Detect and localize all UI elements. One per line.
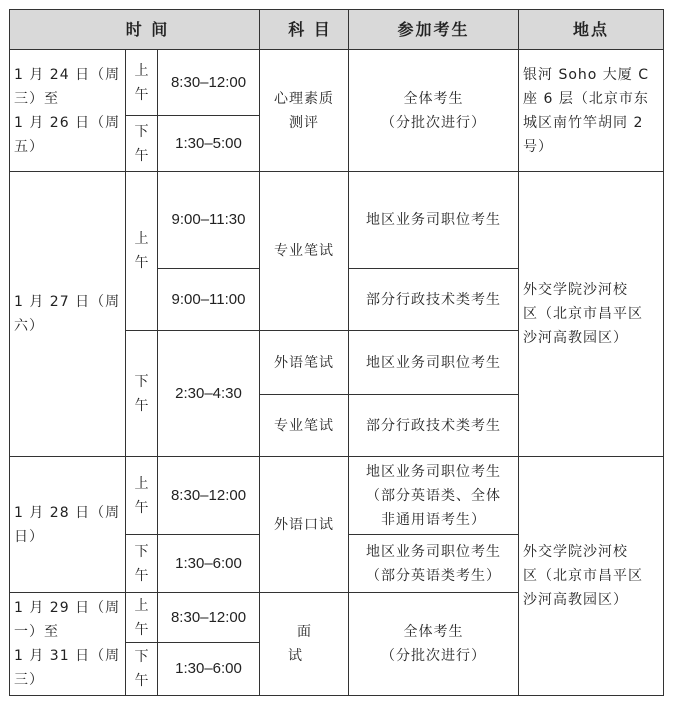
am-char: 午: [134, 499, 149, 516]
location-cell: [519, 172, 664, 457]
pm-label: [126, 116, 158, 172]
subject-cell: 面 试: [260, 593, 349, 696]
location-line: 外交学院沙河校: [523, 282, 629, 298]
exam-schedule-table: [9, 9, 664, 696]
location-line: 区（北京市昌平区: [523, 568, 644, 584]
subject-cell: 专业笔试: [260, 172, 349, 331]
pm-char: 下: [134, 373, 149, 390]
pm-char: 午: [134, 567, 149, 584]
time-cell: 8:30–12:00: [158, 593, 260, 643]
date-line: 1 月 27 日（周: [14, 294, 121, 310]
am-char: 上: [134, 62, 149, 79]
am-char: 上: [134, 597, 149, 614]
time-cell: 1:30–6:00: [158, 535, 260, 593]
candidates-cell: [349, 50, 519, 172]
pm-char: 下: [134, 123, 149, 140]
candidates-cell: 地区业务司职位考生: [349, 331, 519, 395]
subject-cell: 专业笔试: [260, 395, 349, 457]
header-time: 时 间: [10, 10, 260, 50]
am-char: 午: [134, 86, 149, 103]
date-line: 一）至: [14, 624, 59, 640]
location-line: 号）: [523, 138, 554, 155]
candidates-line: （分批次进行）: [381, 648, 487, 664]
date-line: 1 月 29 日（周: [14, 600, 121, 616]
location-line: 座 6 层（北京市东: [523, 90, 649, 107]
candidates-line: （分批次进行）: [381, 114, 487, 131]
location-cell: [519, 457, 664, 696]
subject-cell: [260, 50, 349, 172]
location-line: 外交学院沙河校: [523, 544, 629, 560]
subject-line: 测评: [289, 114, 320, 131]
pm-char: 午: [134, 397, 149, 414]
time-cell: 2:30–4:30: [158, 331, 260, 457]
date-line: 1 月 24 日（周: [14, 66, 121, 83]
candidates-cell: [349, 457, 519, 535]
location-line: 银河 Soho 大厦 C: [523, 66, 650, 83]
candidates-cell: 部分行政技术类考生: [349, 269, 519, 331]
header-subject: 科 目: [260, 10, 349, 50]
candidates-line: （部分英语类、全体: [366, 487, 502, 504]
candidates-line: 全体考生: [403, 90, 464, 107]
date-cell: [10, 593, 126, 696]
pm-char: 下: [134, 543, 149, 560]
pm-char: 午: [134, 673, 149, 689]
date-line: 1 月 31 日（周: [14, 648, 121, 664]
am-label: [126, 50, 158, 116]
location-line: 区（北京市昌平区: [523, 306, 644, 322]
location-cell: [519, 50, 664, 172]
date-line: 日）: [14, 528, 44, 545]
table-row: [10, 50, 664, 116]
date-line: 三）至: [14, 90, 59, 107]
pm-label: [126, 331, 158, 457]
table-row: [10, 172, 664, 269]
pm-label: [126, 535, 158, 593]
date-cell: [10, 457, 126, 593]
date-cell: [10, 50, 126, 172]
time-cell: 1:30–5:00: [158, 116, 260, 172]
table-row: [10, 457, 664, 535]
am-label: [126, 172, 158, 331]
candidates-line: 非通用语考生）: [381, 511, 487, 528]
am-char: 午: [134, 255, 149, 271]
subject-line: 心理素质: [274, 90, 335, 107]
header-row: [10, 10, 664, 50]
location-line: 城区南竹竿胡同 2: [523, 114, 644, 131]
pm-label: [126, 643, 158, 696]
pm-char: 午: [134, 147, 149, 164]
am-char: 午: [134, 621, 149, 638]
candidates-line: （部分英语类考生）: [366, 567, 502, 584]
pm-char: 下: [134, 649, 149, 665]
subject-cell: 外语口试: [260, 457, 349, 593]
candidates-cell: [349, 535, 519, 593]
time-cell: 9:00–11:00: [158, 269, 260, 331]
header-location: 地点: [519, 10, 664, 50]
candidates-line: 地区业务司职位考生: [366, 463, 502, 480]
date-cell: [10, 172, 126, 457]
time-cell: 1:30–6:00: [158, 643, 260, 696]
time-cell: 8:30–12:00: [158, 50, 260, 116]
am-label: [126, 593, 158, 643]
candidates-line: 全体考生: [403, 624, 464, 640]
location-line: 沙河高教园区）: [523, 330, 629, 346]
subject-cell: 外语笔试: [260, 331, 349, 395]
date-line: 1 月 28 日（周: [14, 504, 121, 521]
header-candidates: 参加考生: [349, 10, 519, 50]
date-line: 六）: [14, 318, 44, 334]
candidates-cell: 地区业务司职位考生: [349, 172, 519, 269]
candidates-cell: 部分行政技术类考生: [349, 395, 519, 457]
am-char: 上: [134, 231, 149, 247]
candidates-line: 地区业务司职位考生: [366, 543, 502, 560]
date-line: 五）: [14, 138, 44, 155]
location-line: 沙河高教园区）: [523, 592, 629, 608]
date-line: 三）: [14, 672, 44, 688]
date-line: 1 月 26 日（周: [14, 114, 121, 131]
am-char: 上: [134, 475, 149, 492]
time-cell: 9:00–11:30: [158, 172, 260, 269]
time-cell: 8:30–12:00: [158, 457, 260, 535]
candidates-cell: [349, 593, 519, 696]
am-label: [126, 457, 158, 535]
